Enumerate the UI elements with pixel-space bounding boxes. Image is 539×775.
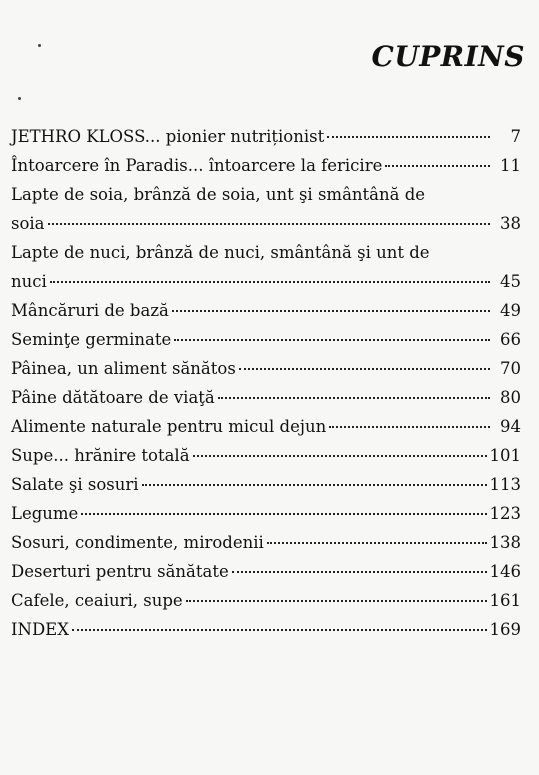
toc-entry [11,122,521,151]
toc-entry-page: 66 [500,330,521,349]
dot-leader [50,281,490,283]
toc-entry-page: 94 [500,417,521,436]
dot-leader [142,484,487,486]
toc-entry [11,615,521,644]
toc-entry-title: Sosuri, condimente, mirodenii [11,533,264,552]
toc-entry-page: 70 [500,359,521,378]
table-of-contents [11,122,521,644]
toc-entry-page: 123 [489,504,521,523]
toc-entry [11,528,521,557]
toc-entry-title: Cafele, ceaiuri, supe [11,591,183,610]
toc-entry [11,383,521,412]
toc-entry-page: 45 [500,272,521,291]
toc-entry-title: Supe... hrănire totală [11,446,190,465]
toc-entry [11,499,521,528]
toc-entry [11,151,521,180]
dot-leader [218,397,490,399]
toc-entry-title: Pâinea, un aliment sănătos [11,359,236,378]
dot-leader [329,426,490,428]
toc-entry-title: Seminţe germinate [11,330,172,349]
toc-entry-page: 146 [489,562,521,581]
dot-leader [172,310,490,312]
toc-entry [11,325,521,354]
dot-leader [232,571,487,573]
dot-leader [48,223,490,225]
toc-entry-title: soia [11,214,45,233]
toc-entry-page: 101 [489,446,521,465]
toc-entry-first-line: Lapte de nuci, brânză de nuci, smântână şi unt de [11,243,430,262]
toc-entry-page: 38 [500,214,521,233]
toc-entry-page: 138 [489,533,521,552]
toc-entry [11,441,521,470]
toc-entry-title: JETHRO KLOSS... pionier nutriționist [11,127,325,146]
toc-entry-title: Mâncăruri de bază [11,301,169,320]
toc-entry-page: 113 [489,475,521,494]
toc-entry-page: 169 [489,620,521,639]
toc-entry [11,354,521,383]
toc-entry-first-line: Lapte de soia, brânză de soia, unt şi smântână de [11,185,426,204]
toc-entry-page: 11 [500,156,521,175]
toc-entry-title: INDEX [11,620,69,639]
toc-entry-page: 80 [500,388,521,407]
dot-leader [193,455,487,457]
toc-entry [11,209,521,238]
dot-leader [267,542,487,544]
dot-leader [174,339,490,341]
toc-entry-page: 161 [489,591,521,610]
paper-speck [18,97,21,100]
toc-entry-page: 7 [510,127,521,146]
toc-entry-title: nuci [11,272,47,291]
dot-leader [186,600,487,602]
toc-entry [11,586,521,615]
toc-entry-title: Pâine dătătoare de viaţă [11,388,215,407]
toc-entry-title: Deserturi pentru sănătate [11,562,229,581]
dot-leader [327,136,490,138]
toc-entry-title: Alimente naturale pentru micul dejun [11,417,327,436]
toc-entry [11,470,521,499]
dot-leader [81,513,486,515]
toc-entry-title: Legume [11,504,79,523]
dot-leader [239,368,490,370]
toc-entry-title: Întoarcere în Paradis... întoarcere la fericire [11,156,383,175]
dot-leader [385,165,490,167]
toc-entry-page: 49 [500,301,521,320]
page-title: CUPRINS [371,40,525,73]
toc-entry [11,412,521,441]
dot-leader [72,629,487,631]
toc-entry [11,557,521,586]
toc-entry [11,296,521,325]
toc-entry-title: Salate şi sosuri [11,475,139,494]
paper-speck [38,44,41,47]
toc-entry [11,267,521,296]
